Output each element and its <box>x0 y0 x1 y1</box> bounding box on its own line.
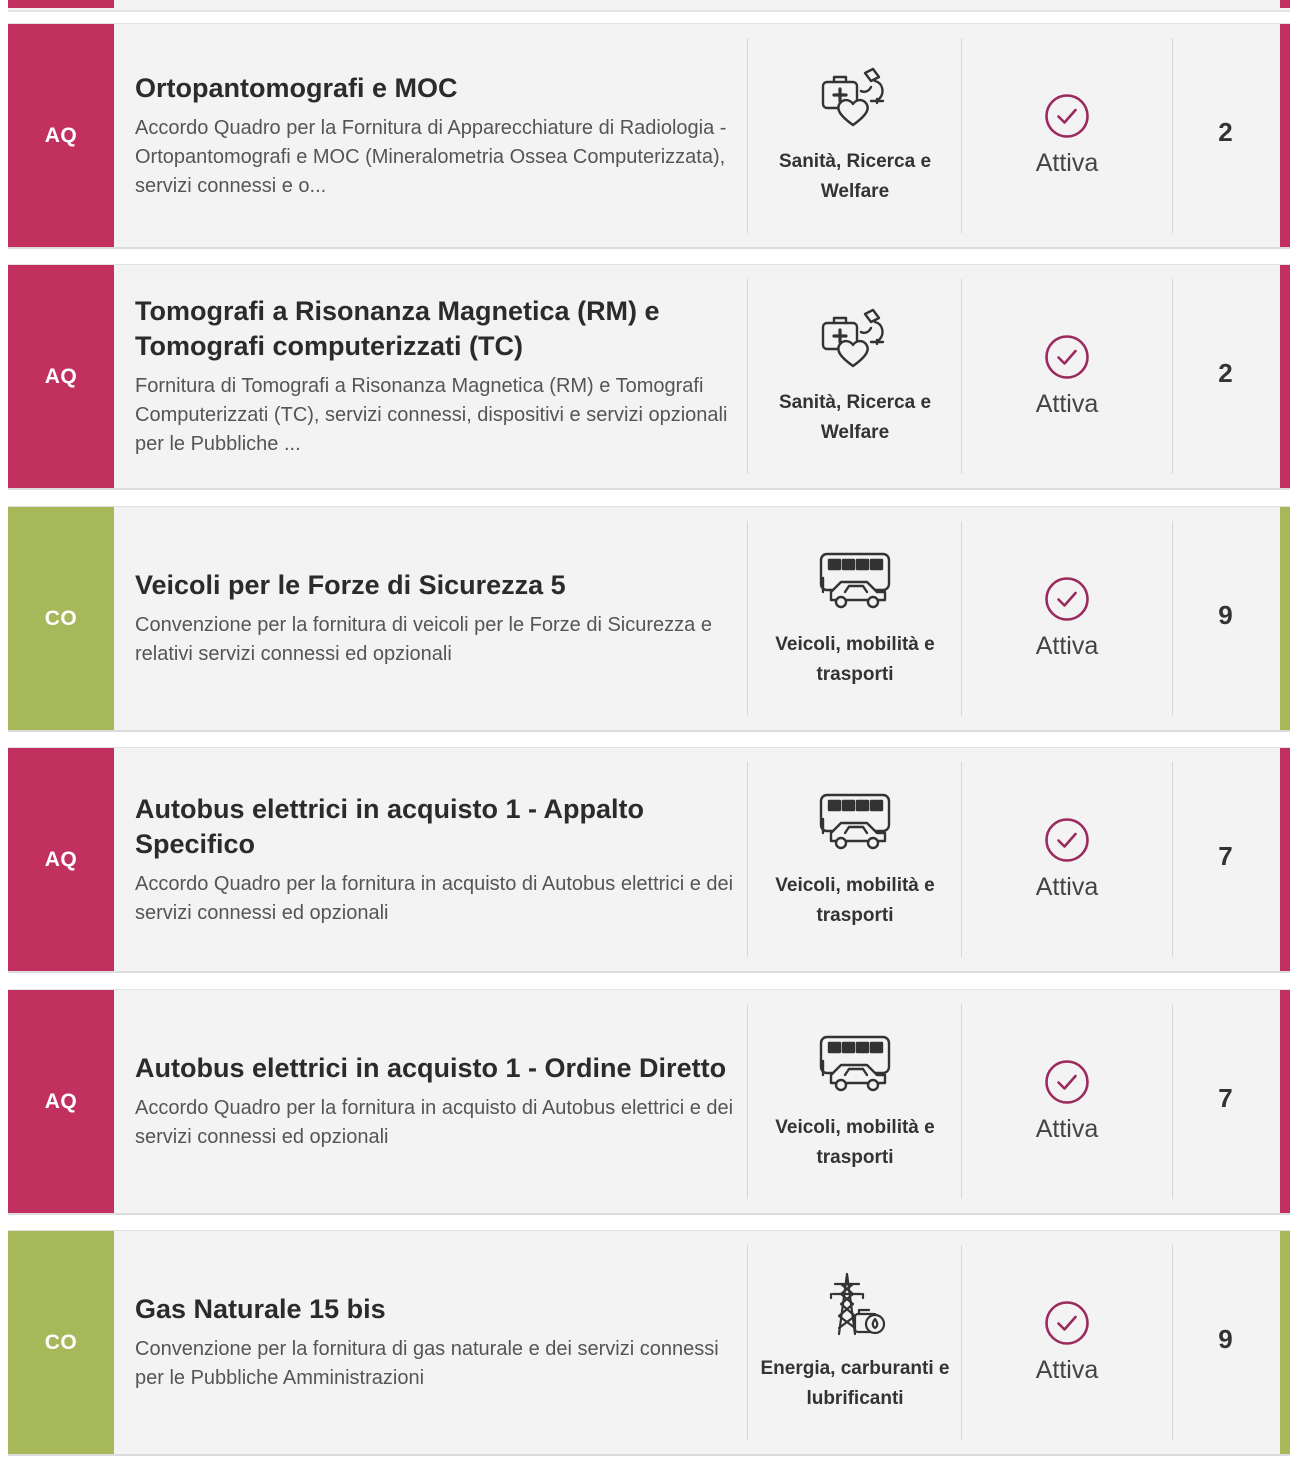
count-value: 7 <box>1218 1083 1233 1113</box>
column-divider <box>747 521 748 716</box>
category-cell <box>749 24 961 247</box>
vehicles-icon <box>817 1031 893 1095</box>
count-value: 9 <box>1218 1324 1233 1354</box>
status-label: Attiva <box>1035 1115 1099 1143</box>
type-edge-strip <box>1280 748 1290 971</box>
status-cell <box>962 1231 1172 1454</box>
type-edge-strip <box>1280 265 1290 488</box>
type-badge: CO <box>8 507 114 730</box>
energy-icon <box>817 1272 893 1336</box>
card-title[interactable]: Autobus elettrici in acquisto 1 - Ordine Diretto <box>135 1053 727 1083</box>
check-circle-icon <box>1044 1059 1090 1105</box>
card-main <box>135 24 735 247</box>
count-value: 9 <box>1218 600 1233 630</box>
category-label: Sanità, Ricerca e Welfare <box>778 391 932 443</box>
card-title[interactable]: Tomografi a Risonanza Magnetica (RM) e Tomografi computerizzati (TC) <box>135 296 660 361</box>
check-circle-icon <box>1044 93 1090 139</box>
card-title[interactable]: Gas Naturale 15 bis <box>135 1294 386 1324</box>
health-icon <box>817 306 893 370</box>
check-circle-icon <box>1044 334 1090 380</box>
vehicles-icon <box>817 789 893 853</box>
card-main <box>135 748 735 971</box>
type-badge: AQ <box>8 748 114 971</box>
initiative-card-2[interactable] <box>8 264 1290 490</box>
column-divider <box>747 1004 748 1199</box>
column-divider <box>747 279 748 474</box>
type-badge: AQ <box>8 24 114 247</box>
count-value: 2 <box>1218 117 1233 147</box>
card-main <box>135 265 735 488</box>
status-label: Attiva <box>1035 632 1099 660</box>
initiative-card-1[interactable] <box>8 23 1290 249</box>
category-cell <box>749 748 961 971</box>
card-description: Convenzione per la fornitura di veicoli per le Forze di Sicurezza e relativi servizi connessi ed opzionali <box>135 614 712 665</box>
previous-card-type-strip <box>8 0 114 8</box>
card-title[interactable]: Ortopantomografi e MOC <box>135 72 458 103</box>
column-divider <box>747 1245 748 1440</box>
type-edge-strip <box>1280 24 1290 247</box>
card-title[interactable]: Veicoli per le Forze di Sicurezza 5 <box>135 570 566 600</box>
card-description: Accordo Quadro per la fornitura in acquisto di Autobus elettrici e dei servizi connessi ed opzionali <box>135 872 734 924</box>
status-cell <box>962 507 1172 730</box>
category-cell <box>749 990 961 1213</box>
category-label: Sanità, Ricerca e Welfare <box>778 150 932 202</box>
status-cell <box>962 265 1172 488</box>
type-edge-strip <box>1280 990 1290 1213</box>
card-description: Fornitura di Tomografi a Risonanza Magnetica (RM) e Tomografi Computerizzati (TC), servizi connessi, dispositivi e servizi opzionali per le Pubbliche ... <box>135 375 728 455</box>
category-cell <box>749 507 961 730</box>
count-value: 2 <box>1218 358 1233 388</box>
category-label: Veicoli, mobilità e trasporti <box>775 633 935 685</box>
health-icon <box>817 65 893 129</box>
count-value: 7 <box>1218 841 1233 871</box>
type-badge: AQ <box>8 990 114 1213</box>
status-cell <box>962 990 1172 1213</box>
card-description: Convenzione per la fornitura di gas naturale e dei servizi connessi per le Pubbliche Amministrazioni <box>135 1338 719 1389</box>
category-label: Veicoli, mobilità e trasporti <box>775 874 935 926</box>
card-main <box>135 990 735 1213</box>
previous-card-edge <box>8 0 1290 12</box>
check-circle-icon <box>1044 576 1090 622</box>
category-cell <box>749 1231 961 1454</box>
initiative-card-5[interactable] <box>8 989 1290 1215</box>
column-divider <box>747 762 748 957</box>
card-main <box>135 1231 735 1454</box>
status-label: Attiva <box>1035 873 1099 901</box>
category-cell <box>749 265 961 488</box>
type-badge: AQ <box>8 265 114 488</box>
initiative-card-6[interactable] <box>8 1230 1290 1456</box>
initiative-card-3[interactable] <box>8 506 1290 732</box>
card-description: Accordo Quadro per la Fornitura di Apparecchiature di Radiologia - Ortopantomografi e MOC (Mineralometria Ossea Computerizzata), servizi connessi e o... <box>135 116 727 197</box>
status-cell <box>962 748 1172 971</box>
category-label: Veicoli, mobilità e trasporti <box>775 1116 935 1168</box>
status-label: Attiva <box>1035 149 1099 177</box>
category-label: Energia, carburanti e lubrificanti <box>760 1357 950 1409</box>
type-edge-strip <box>1280 507 1290 730</box>
vehicles-icon <box>817 548 893 612</box>
card-title[interactable]: Autobus elettrici in acquisto 1 - Appalto Specifico <box>135 793 645 859</box>
status-label: Attiva <box>1035 390 1099 418</box>
type-badge: CO <box>8 1231 114 1454</box>
card-description: Accordo Quadro per la fornitura in acquisto di Autobus elettrici e dei servizi connessi ed opzionali <box>135 1097 734 1148</box>
column-divider <box>747 38 748 233</box>
previous-card-right-edge <box>1280 0 1290 8</box>
check-circle-icon <box>1044 817 1090 863</box>
card-main <box>135 507 735 730</box>
check-circle-icon <box>1044 1300 1090 1346</box>
status-label: Attiva <box>1035 1356 1099 1384</box>
initiative-card-4[interactable] <box>8 747 1290 973</box>
status-cell <box>962 24 1172 247</box>
type-edge-strip <box>1280 1231 1290 1454</box>
